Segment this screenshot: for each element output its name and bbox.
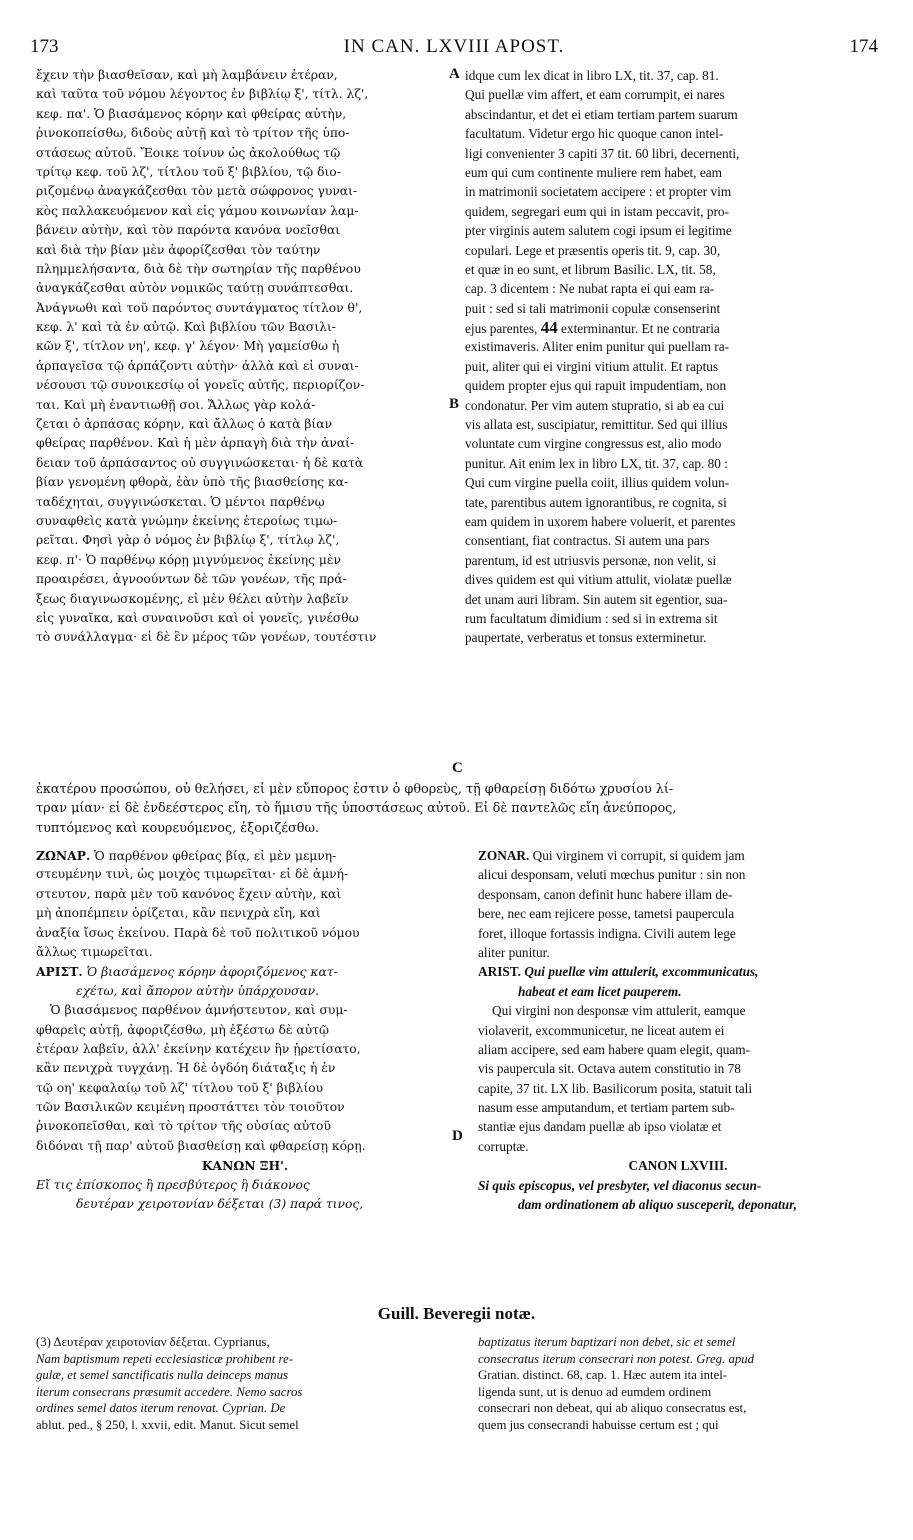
spanning-text-line: ἑκατέρου προσώπου, οὐ θελήσει, εἰ μὲν εὔπορος ἐστιν ὁ φθορεὺς, τῇ φθαρείσῃ διδότω χρυσίου λί-: [36, 782, 674, 797]
latin-text-line: dives quidem est qui vitium attulit, violatæ puellæ: [465, 572, 732, 588]
arist-label-greek: ΑΡΙΣΤ.: [36, 964, 83, 980]
note-line: iterum consecrans præsumit accedere. Nemo sacros: [36, 1384, 303, 1399]
greek-text-line: κὸς παλλακευόμενον καὶ εἰς γάμου κοινωνίαν λαμ-: [36, 203, 359, 218]
greek-body-line: κἂν πενιχρὰ τυγχάνῃ. Ἡ δὲ ὀγδόη διάταξις ἡ ἐν: [36, 1061, 336, 1076]
greek-text-line: προαιρέσει, ἀγνοούντων δὲ τῶν γονέων, τῆς πρά-: [36, 572, 347, 587]
latin-text-line: condonatur. Per vim autem stupratio, si ab ea cui: [465, 397, 725, 413]
zonar-greek-line: στευτον, παρὰ μὲν τοῦ κανόνος ἔχειν αὐτὴν, καὶ: [36, 886, 342, 901]
greek-body-line: ἑτέραν λαβεῖν, ἀλλ' ἐκείνην κατέχειν ἣν ᾑρετίσατο,: [36, 1041, 361, 1056]
latin-text-line: existimaveris. Aliter enim punitur qui puellam ra-: [465, 339, 730, 355]
note-line: gulæ, et semel sanctificatis nulla deinceps manus: [36, 1368, 288, 1383]
note-line: ligenda sunt, ut is denuo ad eumdem ordinem: [478, 1384, 712, 1399]
greek-text-line: καὶ διὰ τὴν βίαν μὲν ἀφορίζεσθαι τὸν ταύτην: [36, 242, 321, 257]
latin-text-fragment: ejus parentes,: [465, 321, 538, 337]
greek-text-line: ριζομένῳ ἀναγκάζεσθαι τὸν μετὰ σώφρονος γυναι-: [36, 184, 358, 199]
margin-marker-c: C: [452, 760, 463, 776]
greek-text-line: πλημμελήσαντα, διὰ δὲ τὴν σωτηρίαν τῆς παρθένου: [36, 261, 361, 276]
greek-text-line: στάσεως αὐτοῦ. Ἔοικε τοίνυν ὡς ἀκολούθως τῷ: [36, 145, 341, 160]
latin-text-line: Qui cum virgine puella coiit, illius quidem volun-: [465, 475, 730, 491]
zonar-label-latin: ZONAR.: [478, 848, 530, 863]
arist-latin-line: Qui puellæ vim attulerit, excommunicatus,: [524, 964, 759, 980]
latin-text-line: punitur. Ait enim lex in libro LX, tit. 37, cap. 80 :: [465, 455, 728, 471]
note-line: (3) Δευτέραν χειροτονίαν δέξεται. Cyprianus,: [36, 1335, 270, 1349]
greek-text-line: νέσουσι τῷ συνοικεσίῳ οἱ γονεῖς αὐτῆς, περιορίζον-: [36, 378, 365, 393]
latin-text-line: vis allata est, suscipiatur, remittitur. Sed qui illius: [465, 417, 728, 433]
greek-text-line: εἰς γυναῖκα, καὶ συναινοῦσι καὶ οἱ γονεῖς, γινέσθω: [36, 610, 359, 625]
greek-text-line: κεφ. λ' καὶ τὰ ἐν αὐτῷ. Καὶ βιβλίου τῶν Βασιλι-: [36, 320, 336, 335]
latin-body-line: stantiæ ejus dandam puellæ ab ipso violatæ et: [478, 1119, 722, 1135]
greek-text-line: ἔχειν τὴν βιασθεῖσαν, καὶ μὴ λαμβάνειν ἑτέραν,: [36, 68, 338, 82]
greek-body-line: διδόναι τῇ παρ' αὐτοῦ βιασθείσῃ καὶ φθαρείσῃ κόρῃ.: [36, 1138, 366, 1153]
latin-body-line: aliam accipere, sed eam habere quam elegit, quam-: [478, 1041, 751, 1057]
greek-text-line: ζεται ὁ ἁρπάσας κόρην, καὶ ἄλλως ὁ κατὰ βίαν: [36, 417, 333, 432]
greek-body-line: τῷ οη' κεφαλαίῳ τοῦ λζ' τίτλου τοῦ ξ' βιβλίου: [36, 1080, 324, 1095]
greek-body-line: τῶν Βασιλικῶν κειμένη προστάττει τὸν τοιοῦτον: [36, 1100, 345, 1115]
zonar-latin-line: alicui desponsam, veluti mœchus punitur : sin non: [478, 867, 746, 883]
latin-text-line: facultatum. Videtur ergo hic quoque canon intel-: [465, 126, 724, 142]
zonar-greek-line: στευμένην τινὶ, ὡς μοιχὸς τιμωρεῖται· εἰ δὲ ἀμνή-: [36, 867, 349, 882]
latin-text-line: eam quidem in uxorem habere voluerit, et parentes: [465, 513, 736, 529]
latin-text-line: [465, 318, 878, 337]
latin-body-line: capite, 37 tit. LX lib. Basilicorum posita, statuit tali: [478, 1080, 753, 1096]
margin-marker-a: A: [449, 66, 460, 82]
running-title: IN CAN. LXVIII APOST.: [343, 36, 565, 57]
latin-text-line: idque cum lex dicat in libro LX, tit. 37, cap. 81.: [465, 68, 719, 83]
latin-body-line: violaverit, excommunicetur, ne liceat autem ei: [478, 1022, 725, 1038]
latin-body-line: vis paupercula sit. Octava autem constitutio in 78: [478, 1061, 741, 1077]
latin-text-line: voluntate cum virgine congressus est, alio modo: [465, 436, 722, 452]
zonar-latin-line: Qui virginem vi corrupit, si quidem jam: [532, 848, 745, 863]
latin-text-line: puit, aliter qui ei virgini vitium attulit. Et raptus: [465, 358, 719, 374]
page-number-right: 174: [849, 36, 878, 57]
greek-text-line: ξεως διαγινωσκομένης, εἰ μὲν θέλει αὐτὴν λαβεῖν: [36, 591, 349, 606]
latin-text-line: Qui puellæ vim affert, et eam corrumpit, ei nares: [465, 87, 725, 103]
latin-text-line: tate, parentibus autem ignorantibus, re cognita, si: [465, 494, 727, 510]
notes-column-right: [478, 1334, 878, 1434]
zonar-greek-line: Ὁ παρθένον φθείρας βίᾳ, εἰ μὲν μεμνη-: [94, 849, 337, 863]
running-header: [30, 36, 878, 58]
latin-text-fragment: exterminantur. Et ne contraria: [561, 321, 720, 337]
latin-text-line: parentum, id est utriusvis personæ, non velit, si: [465, 552, 717, 568]
latin-text-line: cap. 3 dicentem : Ne nubat rapta ei qui eam ra-: [465, 281, 715, 297]
note-line: ablut. ped., § 250, l. xxvii, edit. Manut. Sicut semel: [36, 1417, 299, 1432]
arist-greek-line: Ὁ βιασάμενος κόρην ἀφοριζόμενος κατ-: [86, 965, 338, 980]
greek-body-line: Ὁ βιασάμενος παρθένον ἀμνήστευτον, καὶ συμ-: [50, 1003, 348, 1018]
canon-greek-line: Εἴ τις ἐπίσκοπος ἢ πρεσβύτερος ἢ διάκονος: [36, 1177, 310, 1192]
note-line: Nam baptismum repeti ecclesiasticæ prohibent re-: [36, 1351, 293, 1366]
zonar-latin-line: aliter punitur.: [478, 944, 550, 960]
latin-text-line: ligi convenienter 3 capiti 37 tit. 60 libri, decernenti,: [465, 145, 740, 161]
greek-text-line: ἁρπαγεῖσα τῷ ἁρπάζοντι αὐτὴν· ἀλλὰ καὶ εἰ συναι-: [36, 358, 359, 373]
greek-text-line: κεφ. π'· Ὁ παρθένῳ κόρῃ μιγνύμενος ἐκείνης μὲν: [36, 552, 341, 567]
greek-text-line: βάνειν αὐτὴν, καὶ τὸν παρόντα κανόνα νοεῖσθαι: [36, 223, 341, 238]
note-line: baptizatus iterum baptizari non debet, sic et semel: [478, 1335, 736, 1349]
greek-text-line: φθείρας παρθένον. Καὶ ἡ μὲν ἁρπαγὴ διὰ τὴν ἀναί-: [36, 436, 355, 451]
canon-heading-latin: CANON LXVIII.: [628, 1158, 728, 1174]
latin-text-line: quidem, segregari eum qui in istam peccavit, pro-: [465, 203, 730, 219]
greek-text-line: κῶν ξ', τίτλον νη', κεφ. γ' λέγον· Μὴ γαμείσθω ἡ: [36, 339, 340, 354]
margin-marker-b: B: [449, 396, 460, 412]
latin-text-line: quidem propter ejus qui rapuit impudentiam, non: [465, 378, 727, 394]
latin-text-line: puit : sed si tali matrimonii copulæ consenserint: [465, 300, 721, 316]
latin-column-top: [465, 66, 878, 648]
zonar-label-greek: ΖΩΝΑΡ.: [36, 848, 91, 863]
latin-text-line: eum qui cum continente muliere rem habet, eam: [465, 164, 722, 180]
greek-text-line: τὸ συνάλλαγμα· εἰ δὲ ἓν μέρος τῶν γονέων, τουτέστιν: [36, 630, 377, 645]
note-line: consecratus iterum consecrari non potest. Greg. apud: [478, 1351, 755, 1366]
latin-body-line: Qui virgini non desponsæ vim attulerit, eamque: [492, 1003, 746, 1019]
zonar-latin-line: desponsam, canon definit hunc habere illam de-: [478, 886, 733, 902]
greek-text-line: ται. Καὶ μὴ ἐναντιωθῇ σοι. Ἄλλως γὰρ κολά-: [36, 397, 316, 412]
latin-text-line: consentiant, fiat contractus. Si autem una pars: [465, 533, 710, 549]
arist-label-latin: ARIST.: [478, 964, 521, 980]
latin-text-line: rum facultatum dimidium : sed si in extrema sit: [465, 610, 718, 626]
spanning-text-line: τραν μίαν· εἰ δὲ ἐνδεέστερος εἴη, τὸ ἥμισυ τῆς ὑποστάσεως αὐτοῦ. Εἰ δὲ παντελῶς εἴη ἀνεύπορος,: [36, 801, 677, 817]
greek-body-line: ῥινοκοπεῖσθαι, καὶ τὸ τρίτον τῆς οὐσίας αὐτοῦ: [36, 1119, 331, 1134]
zonar-greek-line: ἄλλως τιμωρεῖται.: [36, 944, 153, 959]
note-line: ordines semel datos iterum renovat. Cyprian. De: [36, 1401, 286, 1416]
greek-body-line: φθαρεὶς αὐτῇ, ἀφοριζέσθω, μὴ ἐξέστω δὲ αὐτῷ: [36, 1022, 330, 1037]
greek-text-line: ταδέχηται, συγγινώσκεται. Ὁ μέντοι παρθένῳ: [36, 494, 325, 509]
margin-marker-d: D: [452, 1128, 463, 1144]
greek-text-line: συναφθεὶς κατὰ γνώμην ἐκείνης ἑτεροίως τιμω-: [36, 513, 338, 528]
note-line: consecrari non debeat, qui ab aliquo consecratus est,: [478, 1401, 747, 1416]
greek-text-line: ἀναγκάζεσθαι αὐτὸν νομικῶς ταύτῃ συνάπτεσθαι.: [36, 281, 354, 296]
canon-greek-line: δευτέραν χειροτονίαν δέξεται (3) παρά τινος,: [76, 1197, 364, 1212]
arist-greek-line: εχέτω, καὶ ἄπορον αὐτὴν ὑπάρχουσαν.: [76, 983, 320, 998]
canon-heading-greek: ΚΑΝΩΝ ΞΗ'.: [201, 1158, 289, 1174]
greek-column-bottom: [36, 846, 454, 1214]
zonar-greek-line: ἀναξία ἴσως ἐκείνου. Παρὰ δὲ τοῦ πολιτικοῦ νόμου: [36, 925, 360, 940]
latin-body-line: corruptæ.: [478, 1138, 529, 1154]
greek-text-line: κεφ. πα'. Ὁ βιασάμενος κόρην καὶ φθείρας αὐτὴν,: [36, 106, 347, 121]
zonar-greek-line: μὴ ἀποπέμπειν ὁρίζεται, κἂν πενιχρὰ εἴη, καὶ: [36, 906, 321, 921]
greek-column-top: [36, 66, 454, 648]
latin-text-line: et quæ in eo sunt, et librum Basilic. LX, tit. 58,: [465, 261, 716, 277]
greek-text-line: δειαν τοῦ ἁρπάσαντος οὐ συγγινώσκεται· ἡ δὲ κατὰ: [36, 455, 364, 470]
latin-text-line: in matrimonii societatem accipere : et propter vim: [465, 184, 732, 200]
note-line: quem jus consecrandi habuisse certum est ; qui: [478, 1417, 719, 1432]
latin-text-line: copulari. Lege et præsentis operis tit. 9, cap. 30,: [465, 242, 721, 258]
zonar-latin-line: foret, illoque fortassis indigna. Civili autem lege: [478, 925, 736, 941]
latin-text-line: paupertate, verberatus et tonsus exterminetur.: [465, 630, 707, 646]
latin-body-line: nasum esse amputandum, et tertiam partem sub-: [478, 1100, 735, 1116]
note-line: Gratian. distinct. 68, cap. 1. Hæc autem ita intel-: [478, 1368, 728, 1383]
canon-latin-line: Si quis episcopus, vel presbyter, vel diaconus secun-: [478, 1177, 762, 1193]
spanning-greek-lines: [36, 780, 878, 838]
greek-text-line: Ἀνάγνωθι καὶ τοῦ παρόντος συντάγματος τίτλον θ',: [36, 300, 363, 315]
notes-title: Guill. Beveregii notæ.: [377, 1304, 536, 1323]
page-number-left: 173: [30, 36, 59, 57]
spanning-text-line: τυπτόμενος καὶ κουρευόμενος, ἐξοριζέσθω.: [36, 820, 319, 836]
canon-latin-line: dam ordinationem ab aliquo susceperit, deponatur,: [518, 1197, 797, 1213]
greek-text-line: ρεῖται. Φησὶ γὰρ ὁ νόμος ἐν βιβλίῳ ξ', τίτλῳ λζ',: [36, 533, 340, 548]
notes-column-left: [36, 1334, 456, 1434]
section-number: 44: [540, 318, 558, 338]
greek-text-line: ῥινοκοπείσθω, διδοὺς αὐτῇ καὶ τὸ τρίτον τῆς ὑπο-: [36, 126, 350, 141]
latin-text-line: det unam auri libram. Sin autem sit egentior, sua-: [465, 591, 728, 607]
latin-text-line: abscindantur, et det ei etiam tertiam partem suarum: [465, 106, 738, 122]
zonar-latin-line: bere, nec eam rejicere posse, tametsi paupercula: [478, 906, 735, 922]
greek-text-line: βίαν γενομένη φθορὰ, ἐὰν ὑπὸ τῆς βιασθείσης κα-: [36, 475, 349, 490]
greek-text-line: τρίτῳ κεφ. τοῦ λζ', τίτλου τοῦ ξ' βιβλίου, τῷ διο-: [36, 164, 341, 179]
greek-text-line: καὶ ταῦτα τοῦ νόμου λέγοντος ἐν βιβλίῳ ξ', τίτλ. λζ',: [36, 87, 369, 102]
latin-text-line: pter virginis autem salutem cogi ipsum ei legitime: [465, 223, 732, 239]
arist-latin-line: habeat et eam licet pauperem.: [518, 983, 682, 999]
latin-column-bottom: [478, 846, 878, 1214]
